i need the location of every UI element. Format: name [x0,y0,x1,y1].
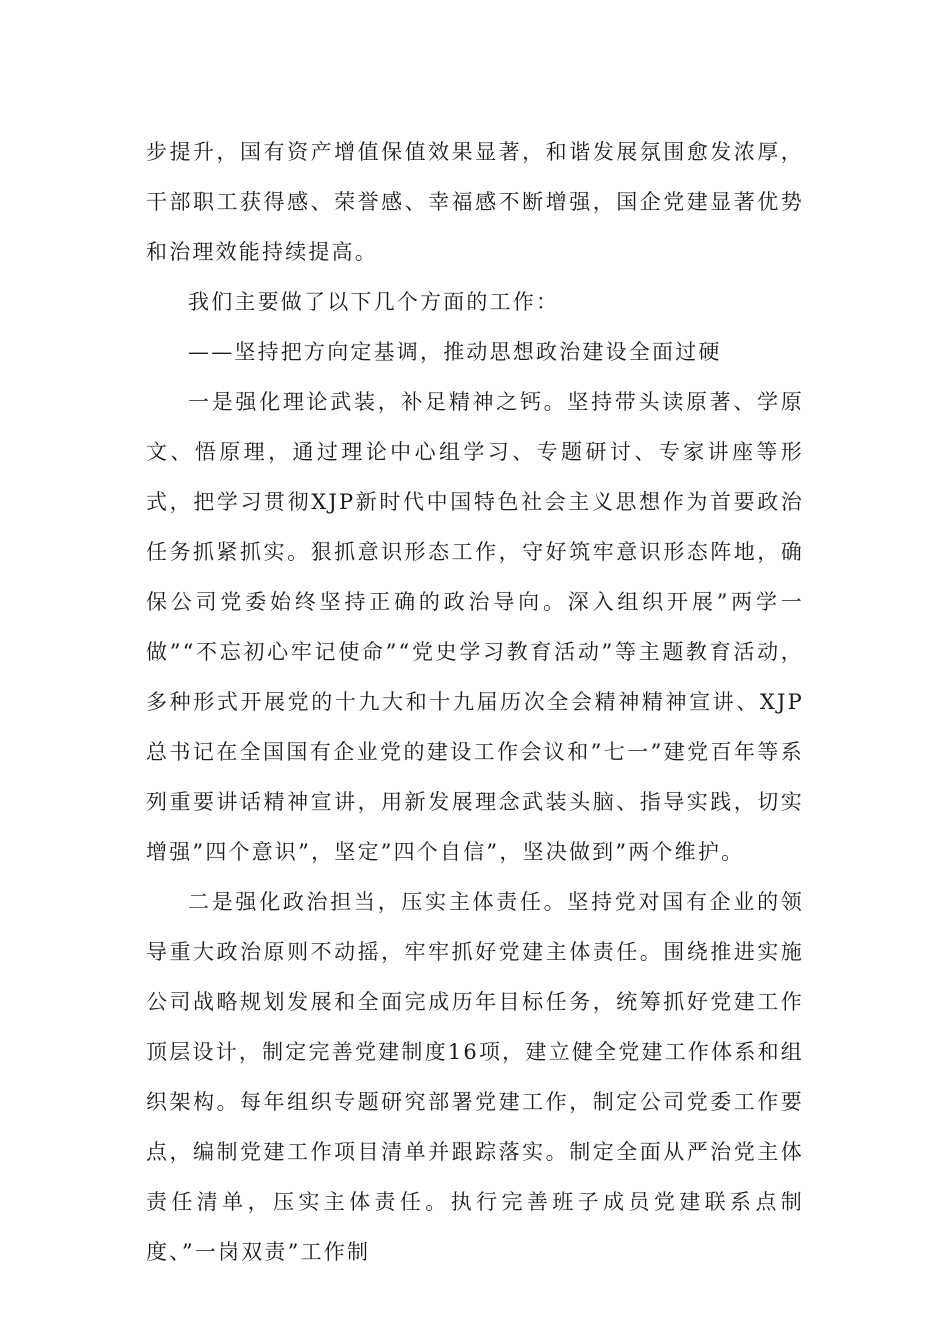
paragraph-1: 步提升，国有资产增值保值效果显著，和谐发展氛围愈发浓厚，干部职工获得感、荣誉感、幸福感不断增强，国企党建显著优势和治理效能持续提高。 [146,140,804,264]
section-heading: ——坚持把方向定基调，推动思想政治建设全面过硬 [188,340,722,364]
paragraph-3: 一是强化理论武装，补足精神之钙。坚持带头读原著、学原文、悟原理，通过理论中心组学习、专题研讨、专家讲座等形式，把学习贯彻XJP新时代中国特色社会主义思想作为首要政治任务抓紧抓实。狠抓意识形态工作，守好筑牢意识形态阵地，确保公司党委始终坚持正确的政治导向。深入组织开展”两学一做”“不忘初心牢记使命”“党史学习教育活动”等主题教育活动，多种形式开展党的十九大和十九届历次全会精神精神宣讲、XJP总书记在全国国有企业党的建设工作会议和”七一”建党百年等系列重要讲话精神宣讲，用新发展理念武装头脑、指导实践，切实增强”四个意识”，坚定”四个自信”，坚决做到”两个维护。 [146,390,804,864]
document-body [146,127,804,1277]
paragraph-2: 我们主要做了以下几个方面的工作： [188,290,560,314]
paragraph-4: 二是强化政治担当，压实主体责任。坚持党对国有企业的领导重大政治原则不动摇，牢牢抓好党建主体责任。围绕推进实施公司战略规划发展和全面完成历年目标任务，统筹抓好党建工作顶层设计，制定完善党建制度16项，建立健全党建工作体系和组织架构。每年组织专题研究部署党建工作，制定公司党委工作要点，编制党建工作项目清单并跟踪落实。制定全面从严治党主体责任清单，压实主体责任。执行完善班子成员党建联系点制度、”一岗双责”工作制 [146,890,804,1264]
